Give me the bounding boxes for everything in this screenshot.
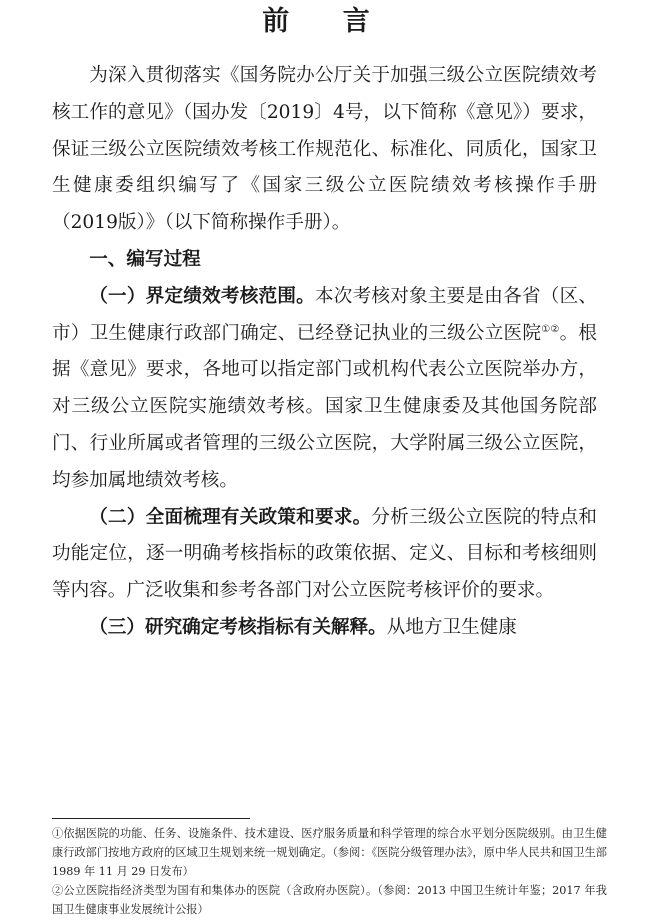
item-3-lead: （三）研究确定考核指标有关解释。 xyxy=(89,616,387,638)
item-2-paragraph xyxy=(52,500,597,610)
footnote-divider xyxy=(52,818,250,819)
item-3-paragraph xyxy=(52,610,597,647)
section-heading: 一、编写过程 xyxy=(89,248,201,270)
item-3-text: 从地方卫生健康 xyxy=(386,616,517,638)
item-2-text: 分析三级公立医院的特点和功能定位，逐一明确考核指标的政策依据、定义、目标和考核细则等内容。广泛收集和参考各部门对公立医院考核评价的要求。 xyxy=(52,506,597,602)
item-1-paragraph xyxy=(52,279,597,500)
footnotes xyxy=(52,824,607,919)
footnote-1: ①依据医院的功能、任务、设施条件、技术建设、医疗服务质量和科学管理的综合水平划分医院级别。由卫生健康行政部门按地方政府的区域卫生规划来统一规划确定。（参阅：《医院分级管理办法》，原中华人民共和国卫生部 1989 年 11 月 29 日发布） xyxy=(52,827,607,878)
item-2-lead: （二）全面梳理有关政策和要求。 xyxy=(89,506,372,528)
item-1-text-a: 本次考核对象主要是由各省（区、市）卫生健康行政部门确定、已经登记执业的三级公立医院 xyxy=(52,285,597,344)
page-title: 前 言 xyxy=(262,6,392,37)
item-1-lead: （一）界定绩效考核范围。 xyxy=(89,285,315,307)
item-1-text-b: 。根据《意见》要求，各地可以指定部门或机构代表公立医院举办方，对三级公立医院实施绩效考核。国家卫生健康委及其他国务院部门、行业所属或者管理的三级公立医院，大学附属三级公立医院，均参加属地绩效考核。 xyxy=(52,322,597,491)
body-text xyxy=(52,58,597,647)
footnote-ref: ①② xyxy=(541,323,560,335)
footnote-2: ②公立医院指经济类型为国有和集体办的医院（含政府办医院）。（参阅：2013 中国卫生统计年鉴；2017 年我国卫生健康事业发展统计公报） xyxy=(52,884,607,916)
intro-paragraph: 为深入贯彻落实《国务院办公厅关于加强三级公立医院绩效考核工作的意见》（国办发〔2019〕4号，以下简称《意见》）要求，保证三级公立医院绩效考核工作规范化、标准化、同质化，国家卫生健康委组织编写了《国家三级公立医院绩效考核操作手册（2019版）》（以下简称操作手册）。 xyxy=(52,65,597,234)
